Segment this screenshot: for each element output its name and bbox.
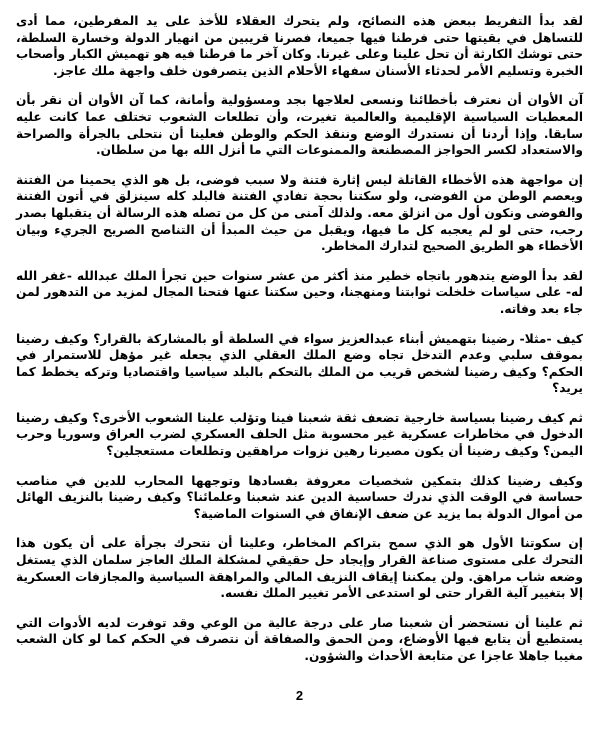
paragraph-6: ثم كيف رضينا بسياسة خارجية تضعف ثقة شعبنا فينا وتؤلب علينا الشعوب الأخرى؟ وكيف رضينا الدخول في مخاطرات عسكرية غير محسوبة مثل الحلف العسكري لضرب العراق وسوريا وحرب اليمن؟ وكيف رضينا أن يكون مصيرنا رهين نزوات مراهقين وتطلعات مستعجلين؟ [16, 410, 583, 459]
paragraph-5: كيف -مثلا- رضينا بتهميش أبناء عبدالعزيز سواء في السلطة أو بالمشاركة بالقرار؟ وكيف رضينا بموقف سلبي وعدم التدخل تجاه وضع الملك العقلي الذي يجعله غير مؤهل للاستمرار في الحكم؟ وكيف رضينا لشخص قريب من الملك بالتحكم بالبلد سياسيا واقتصاديا وتركه يخطط كما يريد؟ [16, 331, 583, 396]
paragraph-gap [16, 397, 583, 410]
paragraph-8: إن سكوتنا الأول هو الذي سمح بتراكم المخاطر، وعلينا أن نتحرك بجرأة على أن يكون هذا التحرك على مستوى صناعة القرار وإيجاد حل حقيقي لمشكلة الملك العاجز سلمان الذي يستغل وضعه شاب مراهق. ولن يمكننا إيقاف النزيف المالي والمراهقة السياسية والمجازفات العسكرية إلا بتغيير آلية القرار حتى لو استدعى الأمر تغيير الملك نفسه. [16, 536, 583, 601]
paragraph-gap [16, 602, 583, 615]
paragraph-2: آن الأوان أن نعترف بأخطائنا ونسعى لعلاجها بجد ومسؤولية وأمانة، كما آن الأوان أن نقر بأن المعطيات السياسية الإقليمية والعالمية تغيرت، وأن تطلعات الشعوب تختلف عما كانت عليه سابقا. وإذا أردنا أن نستدرك الوضع وننقذ الحكم والوطن فعلينا أن نتحلى بالجرأة والصراحة والاستعداد لكسر الحواجز المصطنعة والممنوعات التي ما أنزل الله بها من سلطان. [16, 93, 583, 158]
paragraph-gap [16, 318, 583, 331]
paragraph-9: ثم علينا أن نستحضر أن شعبنا صار على درجة عالية من الوعي وقد توفرت لديه الأدوات التي يستطيع أن يتابع فيها الأوضاع، ومن الحمق والصفاقة أن نتصرف في الحكم كما لو كان الشعب مغيبا جاهلا عاجزا عن متابعة الأحداث والشؤون. [16, 615, 583, 663]
paragraph-gap [16, 255, 583, 268]
paragraph-4: لقد بدأ الوضع يتدهور باتجاه خطير منذ أكثر من عشر سنوات حين تجرأ الملك عبدالله -غفر الله له- على سياسات خلخلت ثوابتنا ومنهجنا، وحين سكتنا عنها فتحنا المجال لمزيد من التدهور لمن جاء بعد وفاته. [16, 268, 583, 316]
paragraph-7: وكيف رضينا كذلك بتمكين شخصيات معروفة بفسادها وتوجهها المحارب للدين في مناصب حساسة في الوقت الذي ندرك حساسية الدين عند شعبنا وعلمائنا؟ وكيف رضينا بالنزيف الهائل من أموال الدولة بما يزيد عن ضعف الإنفاق في السنوات الماضية؟ [16, 473, 583, 521]
paragraph-gap [16, 460, 583, 473]
paragraph-gap [16, 79, 583, 92]
paragraph-gap [16, 159, 583, 172]
paragraph-gap [16, 522, 583, 535]
page-number: 2 [295, 688, 304, 703]
paragraph-1: لقد بدأ التفريط ببعض هذه النصائح، ولم يتحرك العقلاء للأخذ على يد المفرطين، مما أدى للتساهل في بقيتها حتى فرطنا فيها جميعا، فصرنا قريبين من انهيار الدولة وخسارة السلطة، حتى توشك الكارثة أن تحل علينا وعلى غيرنا. وكان آخر ما فرطنا فيه هو تهميش الكبار وأصحاب الخبرة وتسليم الأمر لحدثاء الأسنان سفهاء الأحلام الذين يتصرفون خلف واجهة ملك عاجز. [16, 14, 583, 78]
paragraph-3: إن مواجهة هذه الأخطاء القاتلة ليس إثارة فتنة ولا سبب فوضى، بل هو الذي يحمينا من الفتنة ويعصم الوطن من الفوضى، ولو سكتنا بحجة تفادي الفتنة فالبلد كله سينزلق في أتون الفتنة والفوضى ونكون أول من انزلق معه. ولذلك آمنى من كل من تصله هذه الرسالة أن يتقبلها بصدر رحب، حتى لو لم يعجبه كل ما فيها، ويقبل من حيث المبدأ أن التناصح الصريح الجريء وبيان الأخطاء هو الطريق الصحيح لتدارك المخاطر. [16, 172, 583, 254]
